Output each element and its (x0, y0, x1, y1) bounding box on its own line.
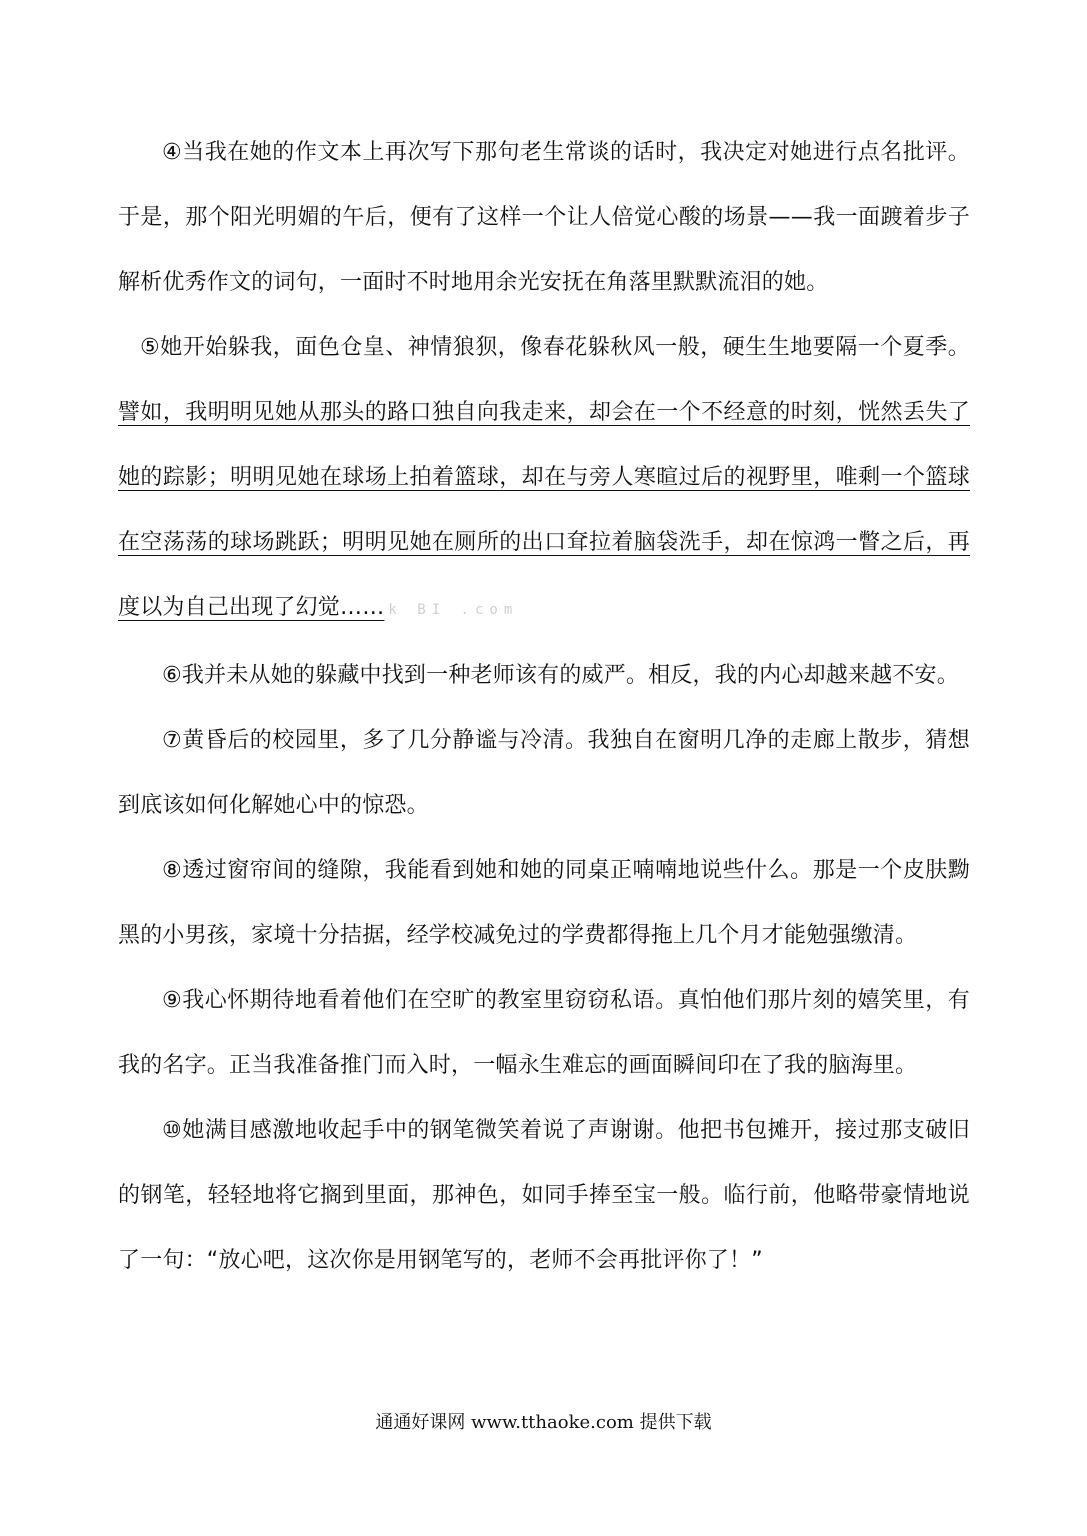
paragraph-6: ⑥我并未从她的躲藏中找到一种老师该有的威严。相反，我的内心却越来越不安。 (162, 663, 959, 688)
paragraph-10: ⑩她满目感激地收起手中的钢笔微笑着说了声谢谢。他把书包摊开，接过那支破旧的钢笔，轻轻地将它搁到里面，那神色，如同手捧至宝一般。临行前，他略带豪情地说了一句：“放心吧，这次你是用钢笔写的，老师不会再批评你了！” (118, 1118, 970, 1273)
page-footer: 通通好课网 www.tthaoke.com 提供下载 (375, 1412, 712, 1433)
paragraph-5-plain: ⑤她开始躲我，面色仓皇、神情狼狈，像春花躲秋风一般，硬生生地要隔一个夏季。 (140, 335, 970, 360)
paragraph-9: ⑨我心怀期待地看着他们在空旷的教室里窃窃私语。真怕他们那片刻的嬉笑里，有我的名字。正当我准备推门而入时，一幅永生难忘的画面瞬间印在了我的脑海里。 (118, 988, 970, 1078)
paragraph-5 (118, 315, 970, 643)
paragraph-7: ⑦黄昏后的校园里，多了几分静谧与冷清。我独自在窗明几净的走廊上散步，猜想到底该如何化解她心中的惊恐。 (118, 728, 970, 818)
article-body (118, 120, 970, 1293)
paragraph-4: ④当我在她的作文本上再次写下那句老生常谈的话时，我决定对她进行点名批评。于是，那个阳光明媚的午后，便有了这样一个让人倍觉心酸的场景——我一面踱着步子解析优秀作文的词句，一面时不时地用余光安抚在角落里默默流泪的她。 (118, 140, 970, 295)
watermark-text: k BI .com (388, 602, 519, 618)
paragraph-8: ⑧透过窗帘间的缝隙，我能看到她和她的同桌正喃喃地说些什么。那是一个皮肤黝黑的小男孩，家境十分拮据，经学校减免过的学费都得拖上几个月才能勉强缴清。 (118, 858, 970, 948)
paragraph-5-underlined: 譬如，我明明见她从那头的路口独自向我走来，却会在一个不经意的时刻，恍然丢失了她的踪影；明明见她在球场上拍着篮球，却在与旁人寒暄过后的视野里，唯剩一个篮球在空荡荡的球场跳跃；明明见她在厕所的出口耷拉着脑袋洗手，却在惊鸿一瞥之后，再度以为自己出现了幻觉…… (118, 400, 970, 620)
